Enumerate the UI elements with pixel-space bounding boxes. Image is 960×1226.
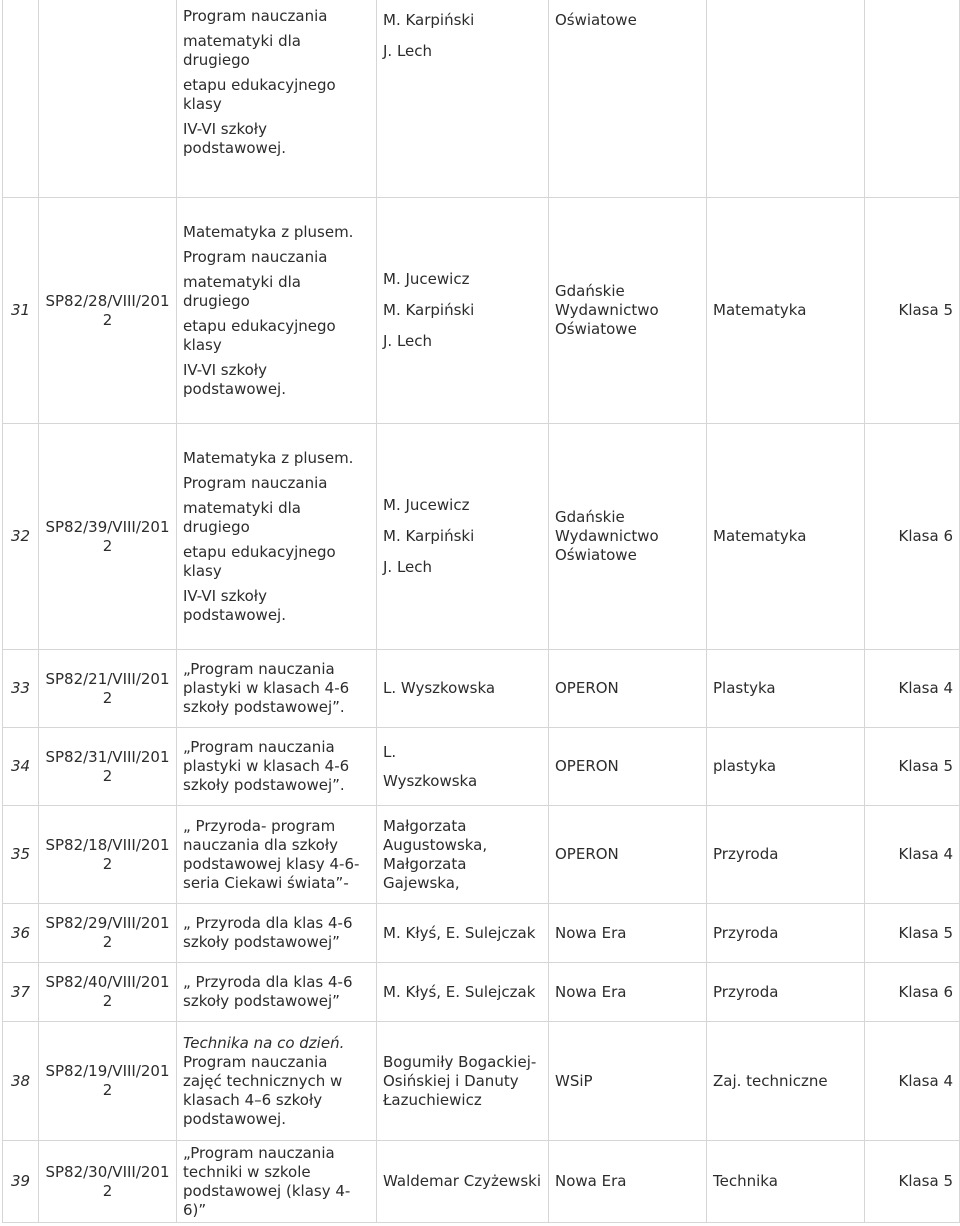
table-row bbox=[3, 1141, 960, 1223]
table-row bbox=[3, 198, 960, 424]
row-publisher: Nowa Era bbox=[549, 963, 707, 1022]
row-publisher: WSiP bbox=[549, 1022, 707, 1141]
row-authors: Małgorzata Augustowska, Małgorzata Gajewska, bbox=[377, 806, 549, 904]
row-subject: Matematyka bbox=[707, 424, 865, 650]
row-subject: Przyroda bbox=[707, 806, 865, 904]
row-publisher: Nowa Era bbox=[549, 1141, 707, 1223]
row-publisher: OPERON bbox=[549, 650, 707, 728]
row-subject: plastyka bbox=[707, 728, 865, 806]
row-program: „Program nauczania plastyki w klasach 4-6 szkoły podstawowej”. bbox=[177, 728, 377, 806]
row-class bbox=[865, 0, 960, 198]
row-number: SP82/21/VIII/2012 bbox=[39, 650, 177, 728]
row-authors: M. Karpiński J. Lech bbox=[377, 0, 549, 198]
row-program: „ Przyroda- program nauczania dla szkoły podstawowej klasy 4-6- seria Ciekawi świata”- bbox=[177, 806, 377, 904]
table-row bbox=[3, 806, 960, 904]
row-class: Klasa 4 bbox=[865, 650, 960, 728]
row-nr: 32 bbox=[3, 424, 39, 650]
row-subject bbox=[707, 0, 865, 198]
row-publisher: Gdańskie Wydawnictwo Oświatowe bbox=[549, 424, 707, 650]
row-class: Klasa 4 bbox=[865, 1022, 960, 1141]
row-authors: L. Wyszkowska bbox=[377, 728, 549, 806]
row-number: SP82/31/VIII/2012 bbox=[39, 728, 177, 806]
row-class: Klasa 6 bbox=[865, 424, 960, 650]
row-class: Klasa 5 bbox=[865, 728, 960, 806]
row-authors: Waldemar Czyżewski bbox=[377, 1141, 549, 1223]
row-subject: Technika bbox=[707, 1141, 865, 1223]
row-authors: M. Jucewicz M. Karpiński J. Lech bbox=[377, 424, 549, 650]
row-number: SP82/29/VIII/2012 bbox=[39, 904, 177, 963]
row-class: Klasa 5 bbox=[865, 1141, 960, 1223]
row-class: Klasa 6 bbox=[865, 963, 960, 1022]
row-subject: Matematyka bbox=[707, 198, 865, 424]
row-program: Matematyka z plusem. Program nauczania matematyki dla drugiego etapu edukacyjnego klasy IV-VI szkoły podstawowej. bbox=[177, 424, 377, 650]
row-nr: 34 bbox=[3, 728, 39, 806]
row-subject: Przyroda bbox=[707, 904, 865, 963]
row-program: „ Przyroda dla klas 4-6 szkoły podstawowej” bbox=[177, 963, 377, 1022]
row-nr: 38 bbox=[3, 1022, 39, 1141]
row-nr: 31 bbox=[3, 198, 39, 424]
table-row bbox=[3, 904, 960, 963]
table-row bbox=[3, 424, 960, 650]
table-row bbox=[3, 0, 960, 198]
row-program: „ Przyroda dla klas 4-6 szkoły podstawowej” bbox=[177, 904, 377, 963]
row-authors: Bogumiły Bogackiej-Osińskiej i Danuty Łazuchiewicz bbox=[377, 1022, 549, 1141]
row-class: Klasa 4 bbox=[865, 806, 960, 904]
row-program: „Program nauczania techniki w szkole podstawowej (klasy 4-6)” bbox=[177, 1141, 377, 1223]
row-publisher: OPERON bbox=[549, 806, 707, 904]
row-number: SP82/19/VIII/2012 bbox=[39, 1022, 177, 1141]
row-program: Program nauczania matematyki dla drugiego etapu edukacyjnego klasy IV-VI szkoły podstawowej. bbox=[177, 0, 377, 198]
row-program: „Program nauczania plastyki w klasach 4-6 szkoły podstawowej”. bbox=[177, 650, 377, 728]
table-row bbox=[3, 963, 960, 1022]
row-nr: 37 bbox=[3, 963, 39, 1022]
row-class: Klasa 5 bbox=[865, 904, 960, 963]
program-title: Technika na co dzień. bbox=[183, 1033, 345, 1052]
row-nr: 33 bbox=[3, 650, 39, 728]
row-number: SP82/28/VIII/2012 bbox=[39, 198, 177, 424]
table-row bbox=[3, 728, 960, 806]
row-subject: Przyroda bbox=[707, 963, 865, 1022]
row-number: SP82/39/VIII/2012 bbox=[39, 424, 177, 650]
row-authors: M. Kłyś, E. Sulejczak bbox=[377, 904, 549, 963]
row-number: SP82/40/VIII/2012 bbox=[39, 963, 177, 1022]
row-number: SP82/30/VIII/2012 bbox=[39, 1141, 177, 1223]
row-number bbox=[39, 0, 177, 198]
row-subject: Plastyka bbox=[707, 650, 865, 728]
row-authors: L. Wyszkowska bbox=[377, 650, 549, 728]
row-subject: Zaj. techniczne bbox=[707, 1022, 865, 1141]
row-authors: M. Kłyś, E. Sulejczak bbox=[377, 963, 549, 1022]
row-nr: 35 bbox=[3, 806, 39, 904]
row-nr: 39 bbox=[3, 1141, 39, 1223]
row-number: SP82/18/VIII/2012 bbox=[39, 806, 177, 904]
row-authors: M. Jucewicz M. Karpiński J. Lech bbox=[377, 198, 549, 424]
table-row bbox=[3, 1022, 960, 1141]
row-class: Klasa 5 bbox=[865, 198, 960, 424]
program-table bbox=[2, 0, 960, 1223]
row-program: Matematyka z plusem. Program nauczania matematyki dla drugiego etapu edukacyjnego klasy IV-VI szkoły podstawowej. bbox=[177, 198, 377, 424]
row-publisher: Gdańskie Wydawnictwo Oświatowe bbox=[549, 198, 707, 424]
row-nr: 36 bbox=[3, 904, 39, 963]
row-nr bbox=[3, 0, 39, 198]
table-row bbox=[3, 650, 960, 728]
row-program: Technika na co dzień. Program nauczania zajęć technicznych w klasach 4–6 szkoły podstawowej. bbox=[177, 1022, 377, 1141]
row-publisher: Nowa Era bbox=[549, 904, 707, 963]
row-publisher: Oświatowe bbox=[549, 0, 707, 198]
row-publisher: OPERON bbox=[549, 728, 707, 806]
